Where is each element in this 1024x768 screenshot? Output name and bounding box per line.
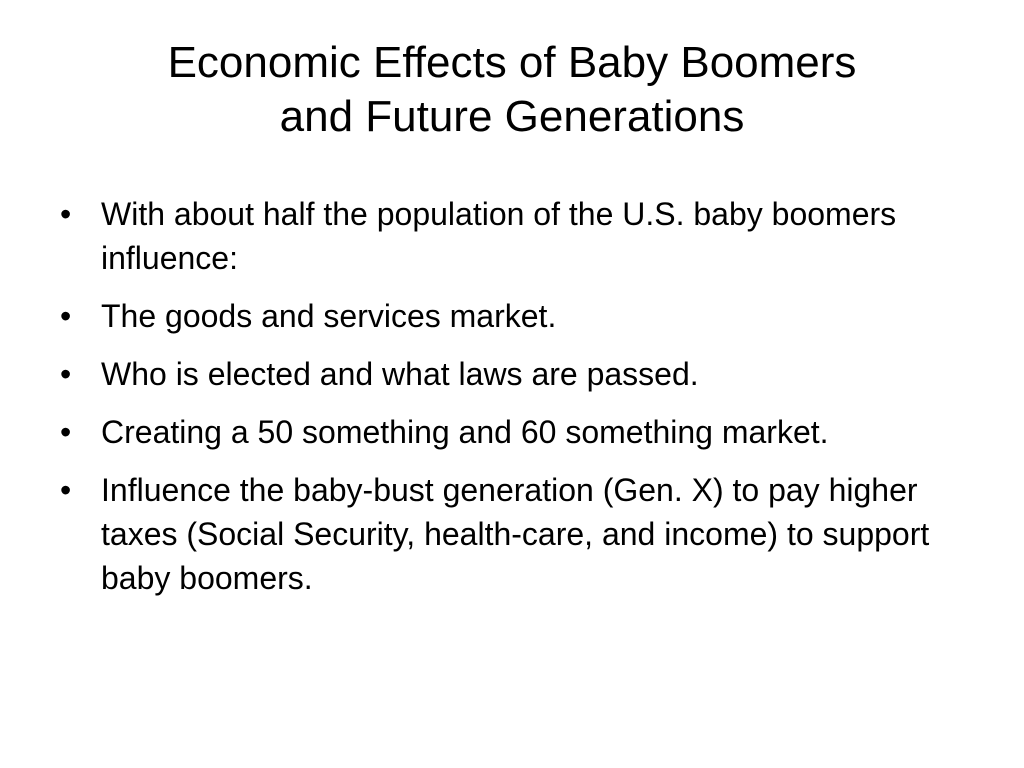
bullet-item [56, 352, 956, 396]
bullet-text: With about half the population of the U.S. baby boomers influence: [101, 196, 897, 276]
bullet-item [56, 294, 956, 338]
bullet-icon: • [60, 472, 72, 508]
bullet-text: Influence the baby-bust generation (Gen. X) to pay higher taxes (Social Security, health-care, and income) to support baby boomers. [101, 472, 930, 596]
bullet-icon: • [60, 414, 72, 450]
bullet-text: Creating a 50 something and 60 something market. [101, 414, 829, 450]
slide-title: Economic Effects of Baby Boomers and Future Generations [167, 38, 857, 141]
bullet-item [56, 410, 956, 454]
bullet-text: Who is elected and what laws are passed. [101, 356, 699, 392]
bullet-item [56, 468, 956, 600]
bullet-item [56, 192, 956, 280]
bullet-icon: • [60, 356, 72, 392]
bullet-text: The goods and services market. [101, 298, 557, 334]
bullet-list [56, 192, 956, 614]
bullet-icon: • [60, 196, 72, 232]
bullet-icon: • [60, 298, 72, 334]
